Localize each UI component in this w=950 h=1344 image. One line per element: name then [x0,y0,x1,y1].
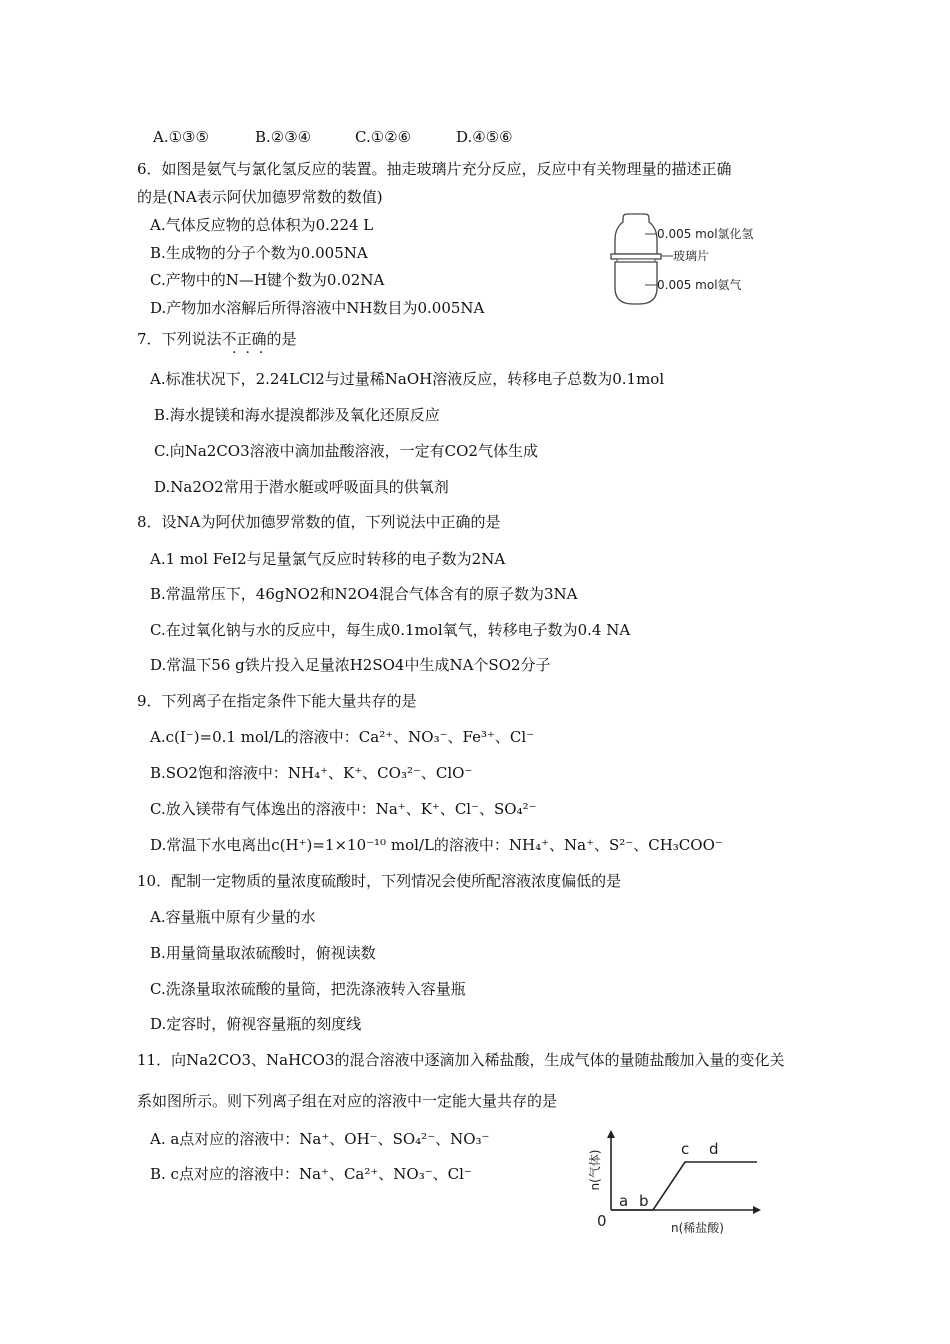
label-hcl: 0.005 mol氯化氢 [657,227,754,241]
q11-option-a: A. a点对应的溶液中：Na⁺、OH⁻、SO₄²⁻、NO₃⁻ [150,1130,490,1148]
q10-stem: 10．配制一定物质的量浓度硫酸时，下列情况会使所配溶液浓度偏低的是 [137,872,622,890]
q9-stem: 9．下列离子在指定条件下能大量共存的是 [137,692,417,710]
q11-option-b: B. c点对应的溶液中：Na⁺、Ca²⁺、NO₃⁻、Cl⁻ [150,1165,472,1183]
point-a-label: a [619,1192,629,1210]
q8-option-a: A.1 mol FeI2与足量氯气反应时转移的电子数为2NA [150,550,506,568]
emphasis-dots: ··· [232,345,273,361]
q7-option-b: B.海水提镁和海水提溴都涉及氧化还原反应 [154,406,440,424]
q11-stem-line1: 11．向Na2CO3、NaHCO3的混合溶液中逐滴加入稀盐酸，生成气体的量随盐酸加入量的变化关 [137,1051,785,1069]
q7-option-a: A.标准状况下，2.24LCl2与过量稀NaOH溶液反应，转移电子总数为0.1mol [150,370,665,388]
y-axis-arrow [607,1130,615,1138]
q6-stem-line2: 的是(NA表示阿伏加德罗常数的数值) [137,188,383,206]
q8-option-d: D.常温下56 g铁片投入足量浓H2SO4中生成NA个SO2分子 [150,656,551,674]
q7-stem: 7．下列说法不正确的是 [137,330,297,348]
q11-stem-line2: 系如图所示。则下列离子组在对应的溶液中一定能大量共存的是 [137,1092,558,1110]
x-axis-arrow [753,1206,761,1214]
point-c-label: c [681,1140,690,1158]
lower-flask [615,262,657,304]
q10-option-c: C.洗涤量取浓硫酸的量筒，把洗涤液转入容量瓶 [150,980,466,998]
graph-y-label: n(气体) [588,1149,602,1191]
q8-option-c: C.在过氧化钠与水的反应中，每生成0.1mol氧气，转移电子数为0.4 NA [150,621,631,639]
q8-option-b: B.常温常压下，46gNO2和N2O4混合气体含有的原子数为3NA [150,585,578,603]
q5-option-b: B.②③④ [255,128,312,146]
q5-option-a: A.①③⑤ [153,128,209,146]
q6-option-a: A.气体反应物的总体积为0.224 L [150,216,374,234]
q5-option-d: D.④⑤⑥ [456,128,513,146]
gas-curve [611,1162,757,1210]
q10-option-a: A.容量瓶中原有少量的水 [150,908,316,926]
q6-stem-line1: 6．如图是氨气与氯化氢反应的装置。抽走玻璃片充分反应，反应中有关物理量的描述正确 [137,160,732,178]
label-ammonia: 0.005 mol氨气 [657,278,742,292]
q9-option-c: C.放入镁带有气体逸出的溶液中：Na⁺、K⁺、Cl⁻、SO₄²⁻ [150,800,537,818]
q10-option-d: D.定容时，俯视容量瓶的刻度线 [150,1015,362,1033]
graph-x-label: n(稀盐酸) [671,1221,724,1235]
point-b-label: b [639,1192,649,1210]
point-d-label: d [709,1140,719,1158]
gas-volume-graph [585,1128,785,1240]
q8-stem: 8．设NA为阿伏加德罗常数的值，下列说法中正确的是 [137,513,501,531]
q5-option-c: C.①②⑥ [355,128,412,146]
gas-apparatus-figure [605,210,805,310]
q9-option-a: A.c(I⁻)=0.1 mol/L的溶液中：Ca²⁺、NO₃⁻、Fe³⁺、Cl⁻ [150,728,535,746]
q9-option-d: D.常温下水电离出c(H⁺)=1×10⁻¹⁰ mol/L的溶液中：NH₄⁺、Na⁺、S²⁻、CH₃COO⁻ [150,836,723,854]
q7-option-d: D.Na2O2常用于潜水艇或呼吸面具的供氧剂 [154,478,449,496]
q6-option-c: C.产物中的N—H键个数为0.02NA [150,271,385,289]
q10-option-b: B.用量筒量取浓硫酸时，俯视读数 [150,944,376,962]
graph-origin: 0 [597,1212,607,1230]
q7-option-c: C.向Na2CO3溶液中滴加盐酸溶液，一定有CO2气体生成 [154,442,538,460]
glass-plate [611,254,661,259]
q6-option-b: B.生成物的分子个数为0.005NA [150,244,368,262]
q6-option-d: D.产物加水溶解后所得溶液中NH数目为0.005NA [150,299,485,317]
q9-option-b: B.SO2饱和溶液中：NH₄⁺、K⁺、CO₃²⁻、ClO⁻ [150,764,473,782]
label-glass-plate: 玻璃片 [673,249,710,263]
